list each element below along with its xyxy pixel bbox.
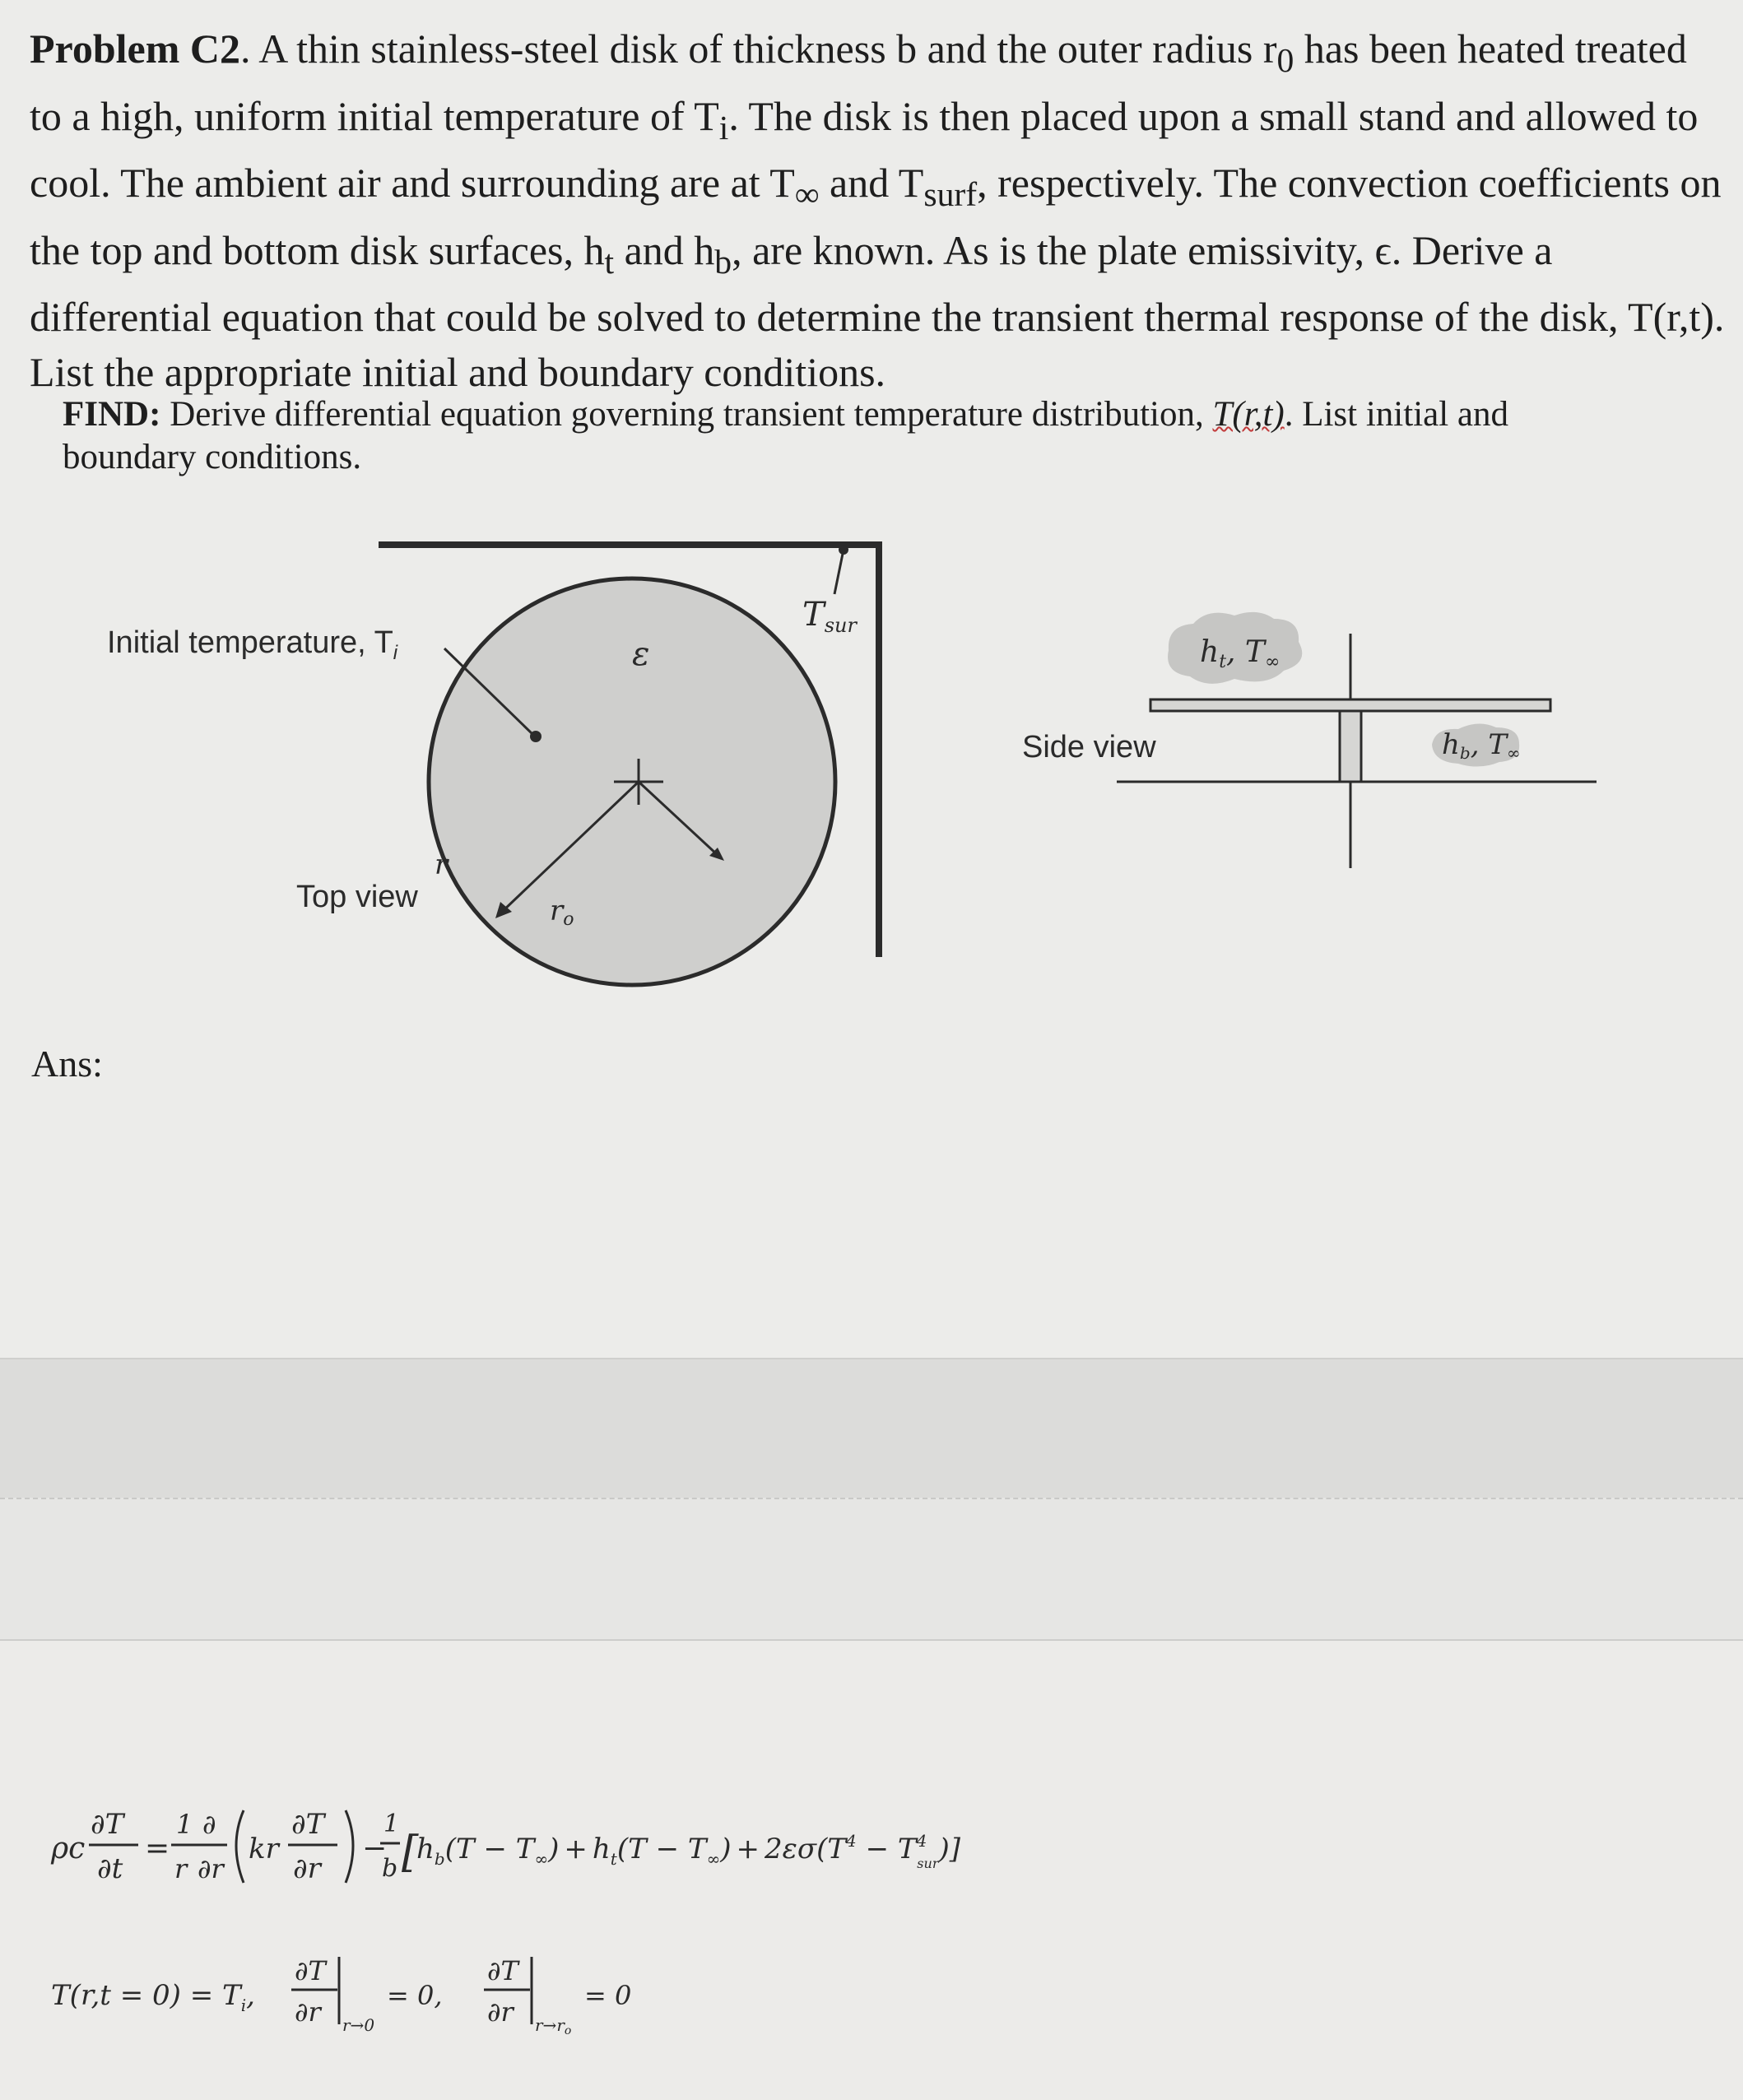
disk-side-view [1150, 699, 1550, 711]
boundary-condition-edge [484, 1955, 631, 2037]
problem-diagram [0, 0, 1743, 1029]
boundary-condition-center [291, 1955, 443, 2035]
svg-text:b: b [382, 1854, 398, 1883]
svg-text:ρc: ρc [51, 1832, 86, 1865]
svg-text:∂t: ∂t [97, 1852, 123, 1885]
tsur-leader [834, 550, 844, 594]
svg-text:∂r: ∂r [293, 1852, 321, 1885]
svg-text:kr: kr [249, 1833, 279, 1865]
svg-text:∂r: ∂r [198, 1853, 224, 1884]
problem-statement: Problem C2. A thin stainless-steel disk of thickness b and the outer radius $r_0$ has been heated treated to a high, uniform initial temperature of $T_i$. The disk is then placed upon a small stand and allowed to cool. The ambient air and surrounding are at $T_\infty$ and $T_{surf}$, respectively. The convection coefficients on the top and bottom disk surfaces, $h_t$ and $h_b$, are known. As is the plate emissivity, ϵ. Derive a differential equation that could be solved to determine the transient thermal response of the disk, T(r,t). List the appropriate initial and boundary conditions. [30, 26, 1725, 395]
problem-label: Problem C2 [30, 26, 240, 72]
svg-text:∂r: ∂r [295, 1996, 321, 2028]
svg-text:1: 1 [383, 1810, 400, 1838]
top-convection-label: ht, T∞ [1200, 635, 1281, 672]
epsilon-symbol: ϵ [1374, 226, 1392, 273]
tsur-label: $T_{sur}$ [802, 596, 857, 637]
function-label: T(r,t) [1212, 395, 1285, 434]
svg-text:1: 1 [176, 1809, 193, 1840]
initial-temp-dot [530, 731, 541, 742]
find-statement: FIND: Derive differential equation governing transient temperature distribution, T(r,t). List initial and boundary conditions. [63, 395, 1509, 476]
svg-text:∂T: ∂T [91, 1808, 124, 1841]
top-view-label: Top view [296, 880, 418, 914]
svg-text:∂: ∂ [202, 1809, 216, 1840]
svg-text:∂T: ∂T [295, 1955, 326, 1986]
svg-text:r→ro: $r\to r_o$ [535, 2015, 572, 2037]
svg-text:r: r [174, 1853, 188, 1884]
tsur-dot [839, 545, 848, 555]
svg-text:∂T: ∂T [487, 1955, 518, 1986]
answer-label: Ans: [31, 1043, 103, 1085]
svg-text:∂r: ∂r [487, 1996, 514, 2028]
svg-text:=: = [145, 1832, 170, 1865]
radius-r0-label: ro [550, 894, 574, 930]
svg-text:= 0,: = 0, [387, 1980, 443, 2011]
radius-r-label: r [435, 848, 449, 881]
svg-text:[: [ [402, 1828, 419, 1877]
emissivity-label: ε [632, 635, 650, 673]
find-label: FIND: [63, 395, 161, 434]
stand [1340, 711, 1361, 782]
svg-text:= 0: = 0 [584, 1980, 632, 2011]
svg-text:∂T: ∂T [291, 1808, 325, 1841]
middle-band [0, 1498, 1743, 1641]
initial-boundary-conditions [0, 1942, 1743, 2049]
svg-text:hb(T − T∞)+ht(T − T∞)+2εσ(T4 −: $h_b(T - T_\infty) + h_t(T - T_\infty) + 2\varepsilon\sigma(T^4 - T^4$ sur)] [416, 1831, 960, 1871]
gray-band [0, 1358, 1743, 1499]
governing-equation [0, 1786, 1743, 1909]
svg-text:r→0: r→0 [342, 2015, 375, 2035]
svg-text:−: − [362, 1832, 388, 1865]
bottom-convection-label: hb, T∞ [1442, 728, 1521, 763]
side-view-label: Side view [1022, 730, 1156, 764]
initial-temp-label: Initial temperature, $T_i$ [107, 625, 398, 664]
initial-condition: $T(r,t = 0) = T_i$, [51, 1979, 255, 2015]
